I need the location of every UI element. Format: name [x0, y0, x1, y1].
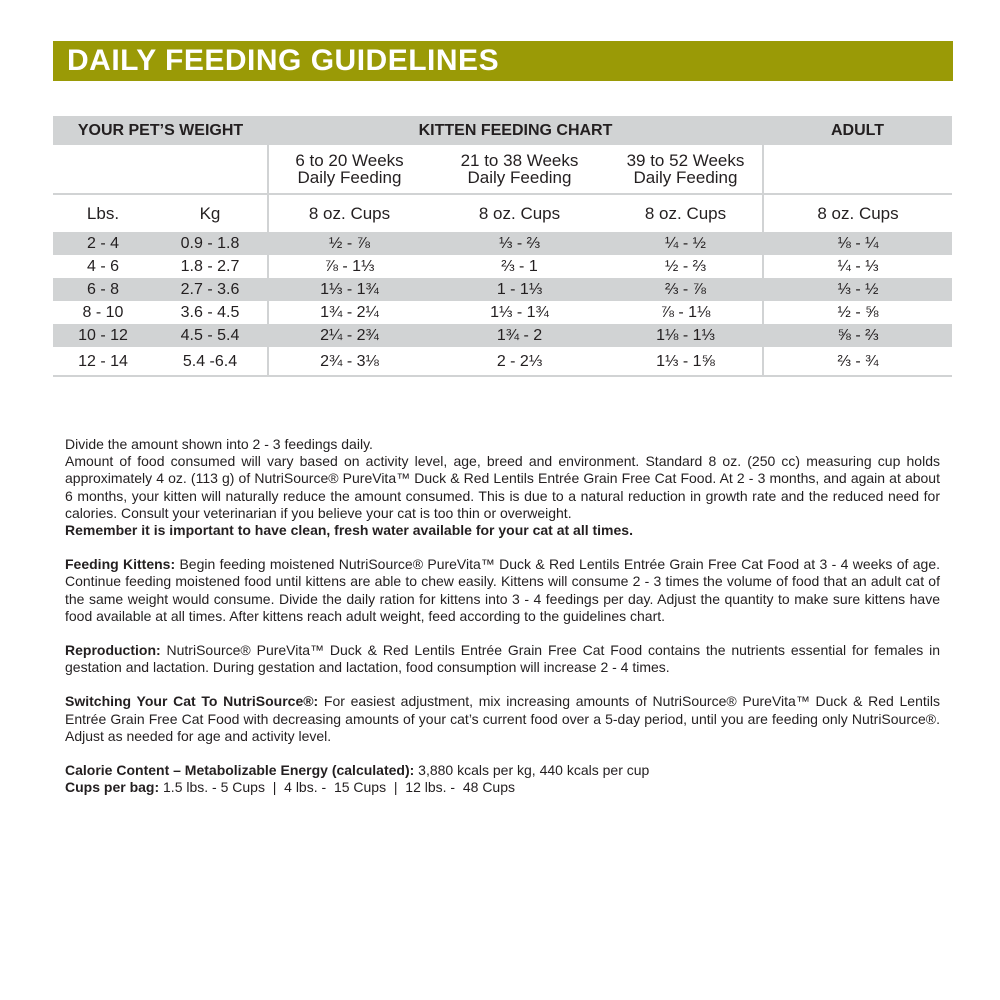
switching-paragraph [65, 693, 940, 745]
units-row [53, 194, 952, 232]
table-row [53, 301, 952, 324]
kitten-cell: 1⅛ - 1⅓ [609, 324, 763, 347]
age-group-row [53, 145, 952, 194]
kg-cell: 1.8 - 2.7 [180, 258, 240, 275]
lbs-cell: 12 - 14 [53, 347, 153, 376]
kitten-cell: 2¼ - 2¾ [268, 324, 430, 347]
cups-label: Cups per bag: [65, 779, 160, 796]
kitten-cell: ⅔ - ⅞ [609, 278, 763, 301]
reproduction-label: Reproduction: [65, 642, 161, 659]
feeding-table [53, 116, 952, 377]
kittens-label: Feeding Kittens: [65, 556, 176, 573]
cups-unit: 8 oz. Cups [268, 194, 430, 232]
reproduction-text: NutriSource® PureVita™ Duck & Red Lentils Entrée Grain Free Cat Food contains the nutrients essential for females in gestation and lactation. During gestation and lactation, food consumption will increase 2 - 4 times. [65, 642, 940, 676]
kg-cell: 2.7 - 3.6 [153, 278, 268, 301]
adult-cell: ⅝ - ⅔ [763, 324, 952, 347]
feeding-notes [65, 436, 940, 796]
cups-unit: 8 oz. Cups [478, 203, 561, 223]
calorie-text: 3,880 kcals per kg, 440 kcals per cup [414, 762, 650, 779]
kg-unit: Kg [199, 203, 221, 223]
switching-label: Switching Your Cat To NutriSource®: [65, 693, 319, 710]
kittens-paragraph [65, 556, 940, 625]
cups-unit: 8 oz. Cups [644, 203, 727, 223]
switching-text: For easiest adjustment, mix increasing amounts of NutriSource® PureVita™ Duck & Red Lentils Entrée Grain Free Cat Food with decreasing amounts of your cat’s current food over a 5-day period, until you are feeding only NutriSource®. Adjust as needed for age and activity level. [65, 693, 940, 744]
kitten-cell: 1⅓ - 1¾ [268, 278, 430, 301]
lbs-cell: 8 - 10 [82, 304, 124, 321]
age-group-1: 6 to 20 Weeks Daily Feeding [268, 145, 430, 194]
kitten-cell: 1⅓ - 1¾ [490, 304, 549, 321]
lbs-cell: 6 - 8 [53, 278, 153, 301]
table-header-row [53, 116, 952, 145]
kitten-cell: ⅔ - 1 [501, 258, 538, 275]
age-group-2: 21 to 38 Weeks Daily Feeding [430, 145, 609, 194]
kittens-text: Begin feeding moistened NutriSource® PureVita™ Duck & Red Lentils Entrée Grain Free Cat Food at 3 - 4 weeks of age. Continue feeding moistened food until kittens are able to chew easily. Kittens will consume 2 - 3 times the volume of food that an adult cat of the same weight would consume. Divide the daily ration for kittens into 3 - 4 feedings per day. Adjust the quantity to make sure kittens have food available at all times. After kittens reach adult weight, feed according to the guidelines chart. [65, 556, 941, 624]
kitten-cell: 2¾ - 3⅛ [268, 347, 430, 376]
age-group-3: 39 to 52 Weeks Daily Feeding [609, 145, 763, 194]
kg-cell: 4.5 - 5.4 [153, 324, 268, 347]
table-row [53, 347, 952, 376]
lbs-cell: 10 - 12 [53, 324, 153, 347]
kg-cell: 5.4 -6.4 [153, 347, 268, 376]
adult-cell: ⅔ - ¾ [763, 347, 952, 376]
kg-cell: 0.9 - 1.8 [153, 232, 268, 255]
kitten-header: KITTEN FEEDING CHART [268, 116, 763, 145]
kitten-cell: ½ - ⅞ [268, 232, 430, 255]
water-note: Remember it is important to have clean, fresh water available for your cat at all times. [65, 522, 633, 539]
page-title: DAILY FEEDING GUIDELINES [53, 41, 953, 81]
kitten-cell: 1⅓ - 1⅝ [609, 347, 763, 376]
lbs-cell: 2 - 4 [53, 232, 153, 255]
lbs-cell: 4 - 6 [86, 258, 119, 275]
kg-cell: 3.6 - 4.5 [180, 304, 240, 321]
cups-unit: 8 oz. Cups [763, 194, 952, 232]
kitten-cell: ¼ - ½ [609, 232, 763, 255]
kitten-cell: 1¾ - 2¼ [268, 301, 430, 324]
table-row [53, 232, 952, 255]
kitten-cell: 2 - 2⅓ [430, 347, 609, 376]
divide-note: Divide the amount shown into 2 - 3 feedings daily. [65, 436, 373, 452]
kitten-cell: ⅞ - 1⅓ [268, 255, 430, 278]
kitten-cell: ⅓ - ⅔ [430, 232, 609, 255]
calorie-line [65, 762, 940, 779]
amount-note: Amount of food consumed will vary based on activity level, age, breed and environment. Standard 8 oz. (250 cc) measuring cup holds approximately 4 oz. (113 g) of NutriSource® PureVita™ Duck & Red Lentils Entrée Grain Free Cat Food. At 2 - 3 months, and again at about 6 months, your kitten will naturally reduce the amount consumed. This is due to a natural reduction in growth rate and the reduced need for calories. Consult your veterinarian if you believe your cat is too thin or overweight. [65, 453, 940, 521]
cups-line [65, 779, 940, 796]
kitten-cell: ⅞ - 1⅛ [660, 304, 711, 321]
adult-cell: ¼ - ⅓ [763, 255, 952, 278]
adult-cell: ⅛ - ¼ [763, 232, 952, 255]
table-row [53, 255, 952, 278]
adult-header: ADULT [763, 116, 952, 145]
kitten-cell: 1 - 1⅓ [430, 278, 609, 301]
adult-cell: ⅓ - ½ [763, 278, 952, 301]
adult-cell: ½ - ⅝ [763, 301, 952, 324]
kitten-cell: ½ - ⅔ [665, 258, 706, 275]
calorie-label: Calorie Content – Metabolizable Energy (calculated): [65, 762, 415, 779]
weight-header: YOUR PET’S WEIGHT [53, 116, 268, 145]
lbs-unit: Lbs. [86, 203, 120, 223]
reproduction-paragraph [65, 642, 940, 676]
table-row [53, 278, 952, 301]
kitten-cell: 1¾ - 2 [430, 324, 609, 347]
table-row [53, 324, 952, 347]
cups-text: 1.5 lbs. - 5 Cups | 4 lbs. - 15 Cups | 12 lbs. - 48 Cups [159, 779, 516, 796]
